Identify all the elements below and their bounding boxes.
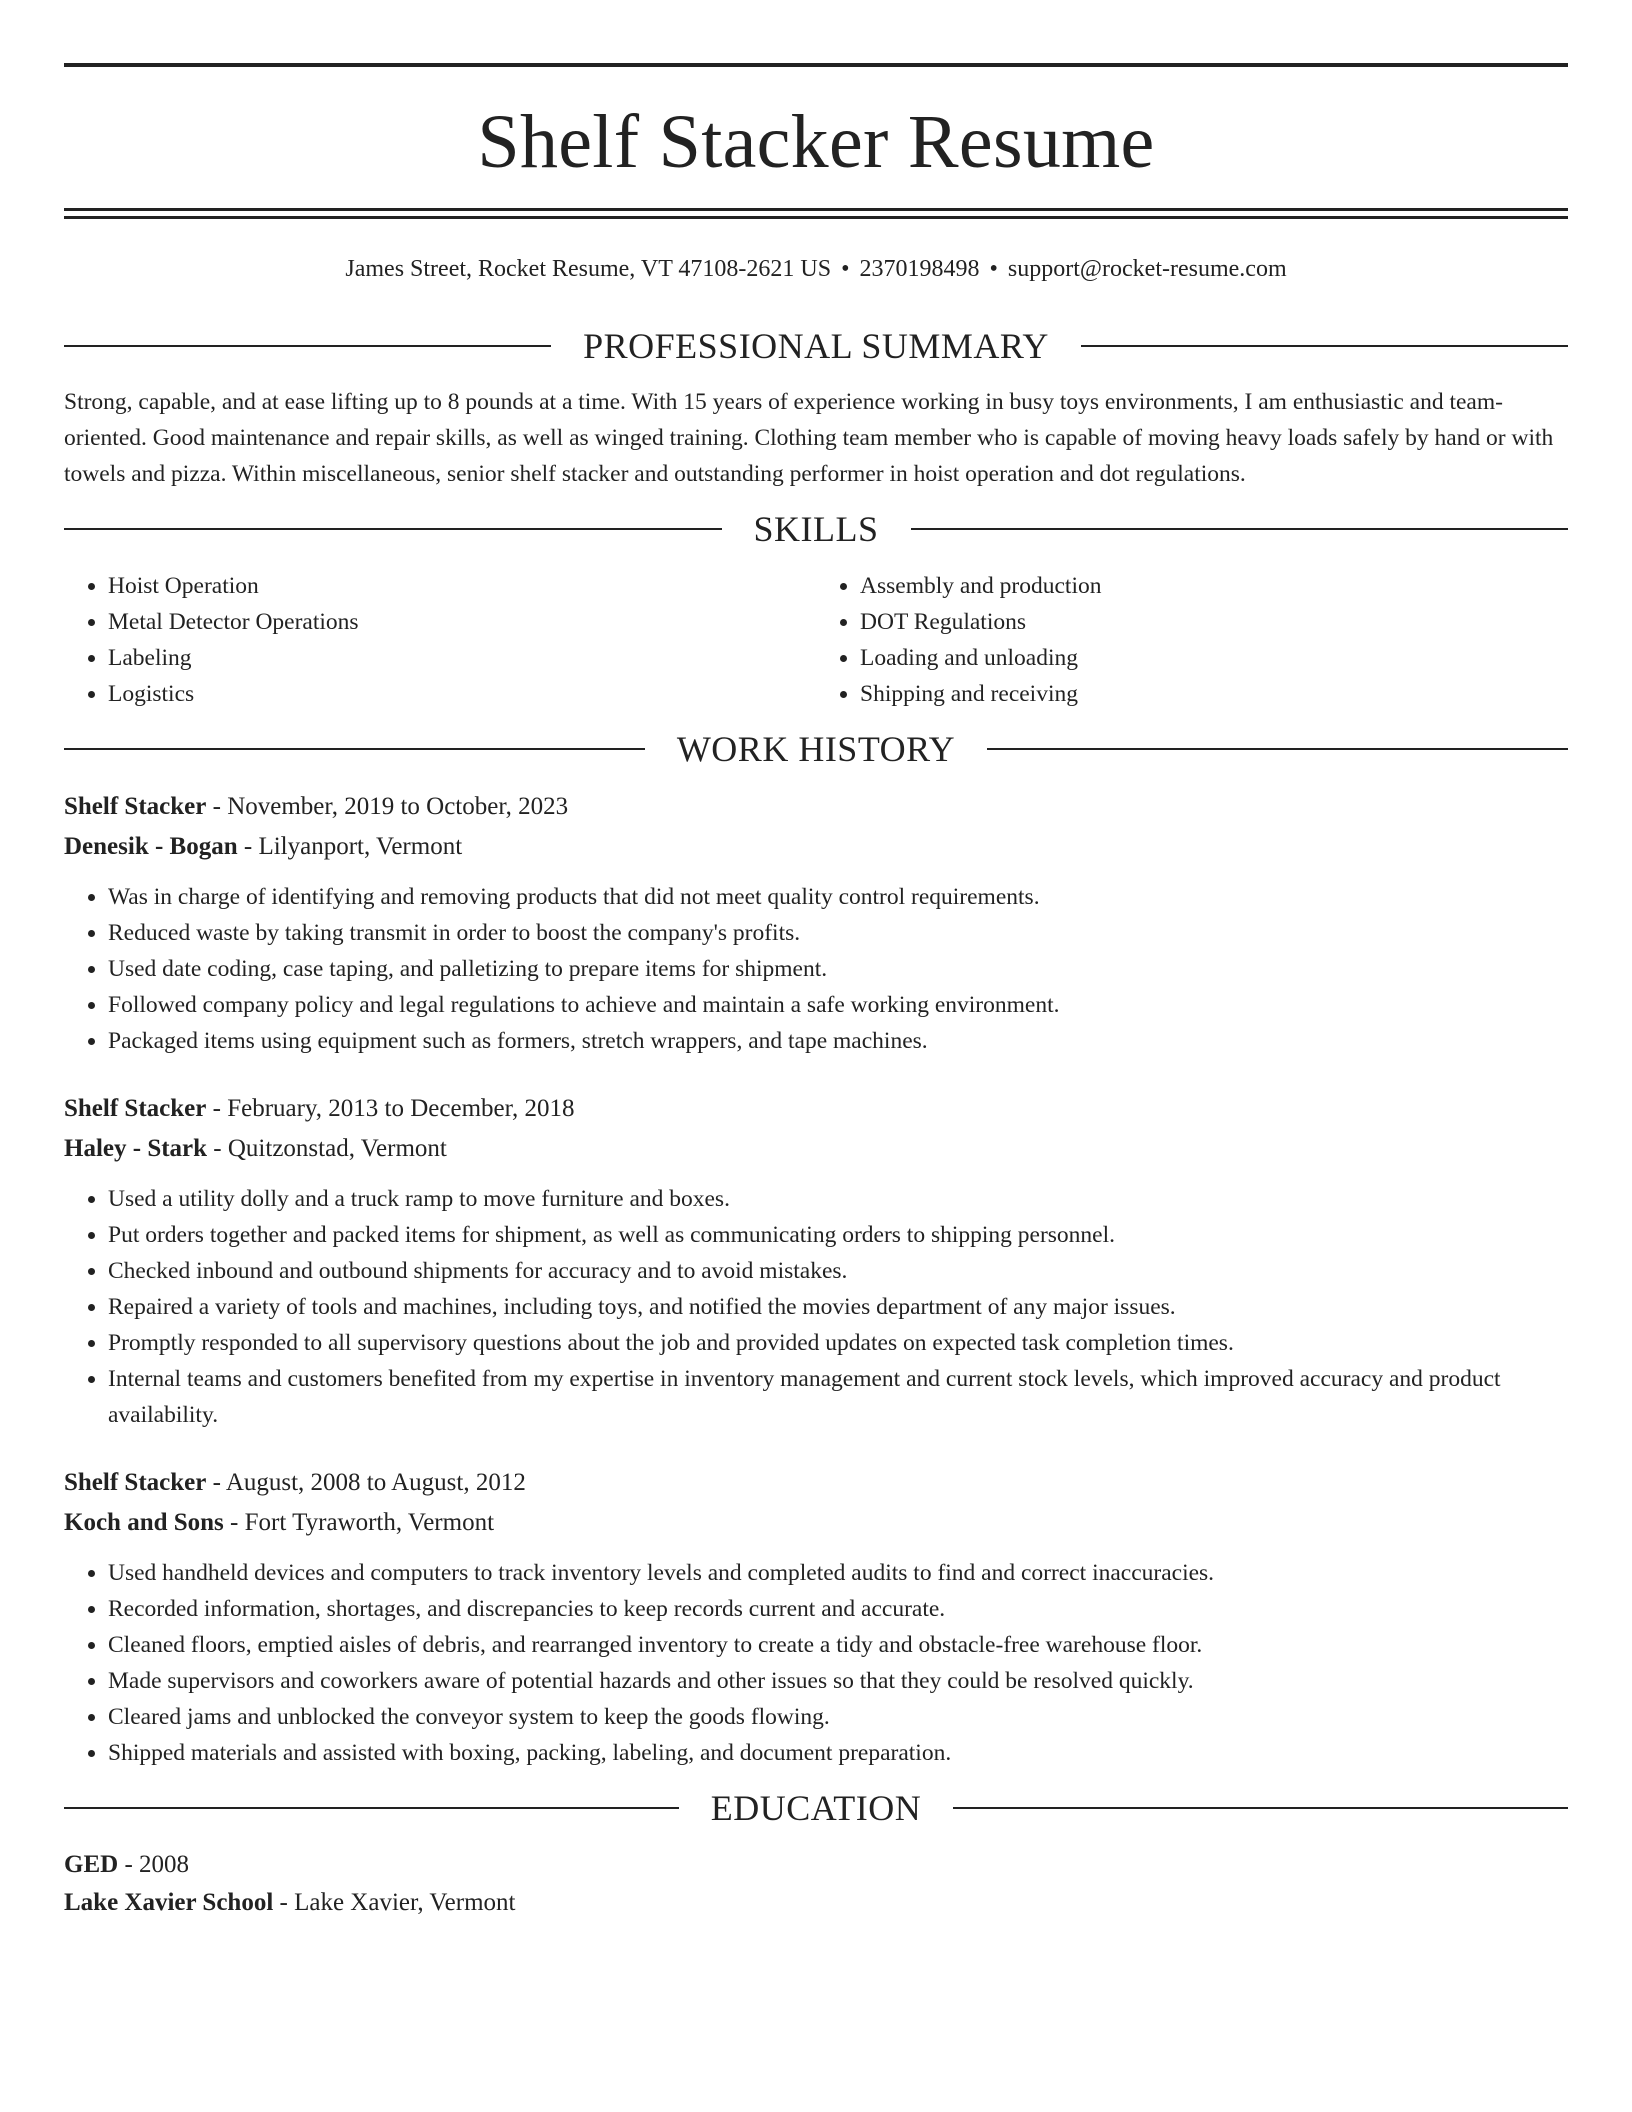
job-bullet: • Made supervisors and coworkers aware of potential hazards and other issues so that they could be resolved quickly. xyxy=(108,1663,1568,1699)
job-entry xyxy=(64,787,1568,1059)
job-company: Koch and Sons xyxy=(64,1509,224,1536)
job-bullet: • Used a utility dolly and a truck ramp to move furniture and boxes. xyxy=(108,1181,1568,1217)
job-title: Shelf Stacker xyxy=(64,1469,207,1496)
job-dates: August, 2008 to August, 2012 xyxy=(225,1469,526,1496)
skill-item: • Metal Detector Operations xyxy=(108,604,816,640)
summary-heading-label: PROFESSIONAL SUMMARY xyxy=(583,326,1049,366)
dash: - xyxy=(237,833,259,860)
education-degree-line xyxy=(64,1846,1568,1884)
heading-rule-left xyxy=(64,1807,679,1809)
job-dates: February, 2013 to December, 2018 xyxy=(227,1095,575,1122)
job-bullet: • Internal teams and customers benefited from my expertise in inventory management and current stock levels, which improved accuracy and product availability. xyxy=(108,1361,1568,1433)
dash: - xyxy=(273,1889,295,1916)
skill-item: • Hoist Operation xyxy=(108,568,816,604)
job-title: Shelf Stacker xyxy=(64,793,207,820)
dash: - xyxy=(206,1469,226,1496)
job-bullet: • Recorded information, shortages, and discrepancies to keep records current and accurate. xyxy=(108,1591,1568,1627)
skill-item: • Labeling xyxy=(108,640,816,676)
dash: - xyxy=(206,793,228,820)
heading-rule-left xyxy=(64,748,645,750)
job-bullet: • Repaired a variety of tools and machines, including toys, and notified the movies department of any major issues. xyxy=(108,1289,1568,1325)
skills-list xyxy=(64,568,1568,712)
job-company-line xyxy=(64,1503,1568,1543)
contact-line xyxy=(64,253,1568,285)
job-bullets xyxy=(64,1181,1568,1433)
heading-rule-left xyxy=(64,345,551,347)
skill-item: • Assembly and production xyxy=(860,568,1568,604)
contact-phone: 2370198498 xyxy=(859,256,980,282)
skills-section-heading xyxy=(64,507,1568,551)
job-bullet: • Used date coding, case taping, and palletizing to prepare items for shipment. xyxy=(108,951,1568,987)
contact-separator: • xyxy=(841,256,850,282)
job-bullet: • Used handheld devices and computers to track inventory levels and completed audits to find and correct inaccuracies. xyxy=(108,1555,1568,1591)
education-school: Lake Xavier School xyxy=(64,1889,274,1916)
education-year: 2008 xyxy=(139,1851,190,1878)
education-school-line xyxy=(64,1884,1568,1922)
heading-rule-right xyxy=(987,748,1568,750)
heading-rule-right xyxy=(1081,345,1568,347)
skill-item: • Shipping and receiving xyxy=(860,676,1568,712)
job-location: Quitzonstad, Vermont xyxy=(227,1135,447,1162)
dash: - xyxy=(206,1095,228,1122)
skills-column-right xyxy=(816,568,1568,712)
skill-item: • DOT Regulations xyxy=(860,604,1568,640)
job-title-line xyxy=(64,1463,1568,1503)
dash: - xyxy=(207,1135,228,1162)
contact-address: James Street, Rocket Resume, VT 47108-2621 US xyxy=(345,256,832,282)
job-company: Haley - Stark xyxy=(64,1135,208,1162)
job-bullet: • Was in charge of identifying and removing products that did not meet quality control requirements. xyxy=(108,879,1568,915)
job-bullets xyxy=(64,879,1568,1059)
education-location: Lake Xavier, Vermont xyxy=(294,1889,516,1916)
job-location: Lilyanport, Vermont xyxy=(258,833,463,860)
job-bullets xyxy=(64,1555,1568,1771)
summary-section-heading xyxy=(64,324,1568,368)
resume-page xyxy=(64,63,1568,1922)
education-entry xyxy=(64,1846,1568,1922)
dash: - xyxy=(118,1851,140,1878)
job-bullet: • Checked inbound and outbound shipments for accuracy and to avoid mistakes. xyxy=(108,1253,1568,1289)
job-company-line xyxy=(64,1129,1568,1169)
heading-rule-left xyxy=(64,528,722,530)
job-bullet: • Reduced waste by taking transmit in order to boost the company's profits. xyxy=(108,915,1568,951)
job-bullet: • Cleared jams and unblocked the conveyor system to keep the goods flowing. xyxy=(108,1699,1568,1735)
page-title: Shelf Stacker Resume xyxy=(477,100,1155,184)
job-bullet: • Packaged items using equipment such as formers, stretch wrappers, and tape machines. xyxy=(108,1023,1568,1059)
job-entry xyxy=(64,1463,1568,1771)
education-section-heading xyxy=(64,1786,1568,1830)
job-title-line xyxy=(64,1089,1568,1129)
skill-item: • Logistics xyxy=(108,676,816,712)
job-entry xyxy=(64,1089,1568,1433)
dash: - xyxy=(223,1509,245,1536)
job-bullet: • Promptly responded to all supervisory questions about the job and provided updates on expected task completion times. xyxy=(108,1325,1568,1361)
job-location: Fort Tyraworth, Vermont xyxy=(244,1509,495,1536)
education-degree: GED xyxy=(64,1851,119,1878)
skills-column-left xyxy=(64,568,816,712)
job-company-line xyxy=(64,827,1568,867)
heading-rule-right xyxy=(911,528,1569,530)
contact-email: support@rocket-resume.com xyxy=(1007,256,1287,282)
job-bullet: • Cleaned floors, emptied aisles of debris, and rearranged inventory to create a tidy and obstacle-free warehouse floor. xyxy=(108,1627,1568,1663)
summary-text: Strong, capable, and at ease lifting up to 8 pounds at a time. With 15 years of experience working in busy toys environments, I am enthusiastic and team-oriented. Good maintenance and repair skills, as well as winged training. Clothing team member who is capable of moving heavy loads safely by hand or with towels and pizza. Within miscellaneous, senior shelf stacker and outstanding performer in hoist operation and dot regulations. xyxy=(64,389,1554,487)
work-history-section-heading xyxy=(64,727,1568,771)
job-bullet: • Put orders together and packed items for shipment, as well as communicating orders to shipping personnel. xyxy=(108,1217,1568,1253)
skill-item: • Loading and unloading xyxy=(860,640,1568,676)
skills-heading-label: SKILLS xyxy=(753,509,879,549)
top-rule xyxy=(64,63,1568,67)
job-title-line xyxy=(64,787,1568,827)
contact-separator: • xyxy=(989,256,998,282)
education-heading-label: EDUCATION xyxy=(710,1788,922,1828)
work-history-heading-label: WORK HISTORY xyxy=(676,729,956,769)
job-dates: November, 2019 to October, 2023 xyxy=(227,793,569,820)
heading-rule-right xyxy=(953,1807,1568,1809)
job-company: Denesik - Bogan xyxy=(64,833,238,860)
job-bullet: • Shipped materials and assisted with boxing, packing, labeling, and document preparation. xyxy=(108,1735,1568,1771)
title-double-rule xyxy=(64,208,1568,219)
job-title: Shelf Stacker xyxy=(64,1095,207,1122)
job-bullet: • Followed company policy and legal regulations to achieve and maintain a safe working environment. xyxy=(108,987,1568,1023)
